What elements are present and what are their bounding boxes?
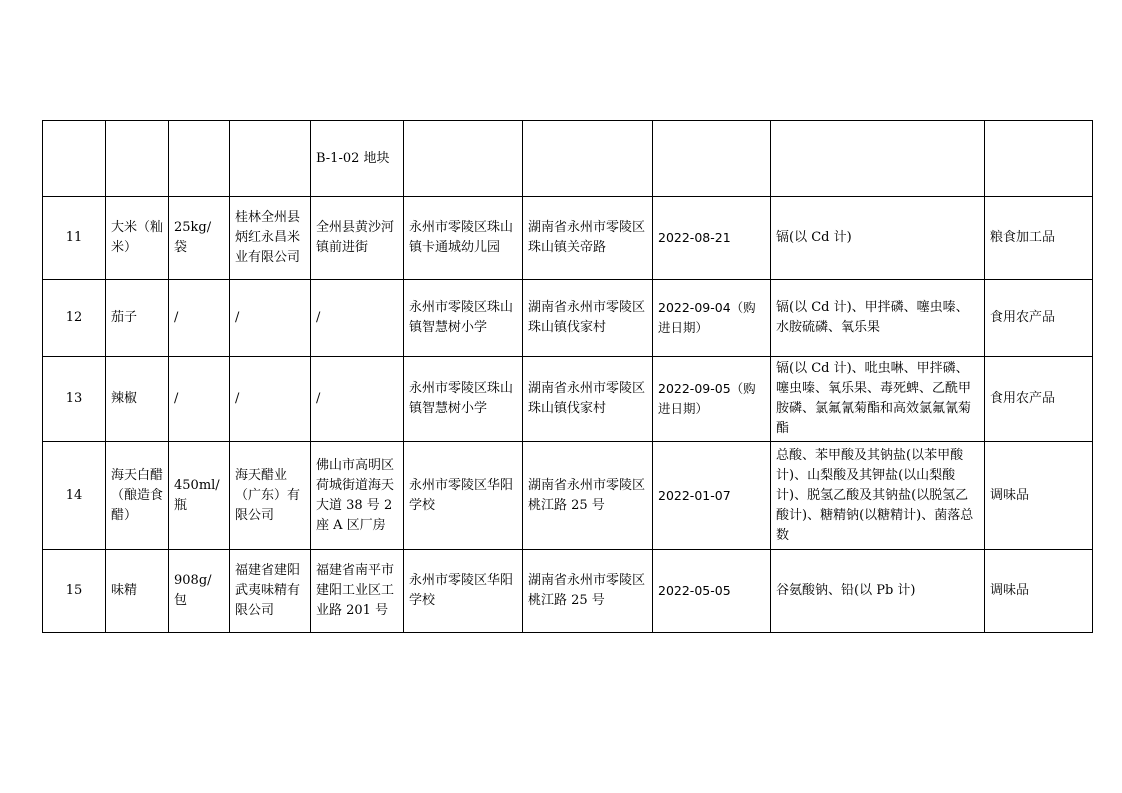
cell-test-items (771, 121, 985, 197)
cell-producer-address: 福建省南平市建阳工业区工业路 201 号 (311, 550, 404, 633)
cell-category: 食用农产品 (985, 357, 1093, 442)
cell-test-items: 镉(以 Cd 计) (771, 197, 985, 280)
cell-sampled-unit: 永州市零陵区珠山镇智慧树小学 (404, 357, 523, 442)
cell-sampled-unit: 永州市零陵区华阳学校 (404, 550, 523, 633)
cell-sampled-address: 湖南省永州市零陵区珠山镇关帝路 (523, 197, 653, 280)
cell-sampled-unit: 永州市零陵区华阳学校 (404, 442, 523, 550)
cell-spec: / (169, 357, 230, 442)
cell-producer-address: 佛山市高明区荷城街道海天大道 38 号 2 座 A 区厂房 (311, 442, 404, 550)
cell-sampled-address: 湖南省永州市零陵区桃江路 25 号 (523, 442, 653, 550)
cell-producer: 桂林全州县炳红永昌米业有限公司 (230, 197, 311, 280)
cell-spec (169, 121, 230, 197)
table-row (43, 357, 1093, 442)
cell-no: 11 (43, 197, 106, 280)
table-row (43, 442, 1093, 550)
cell-category: 调味品 (985, 442, 1093, 550)
cell-producer: 福建省建阳武夷味精有限公司 (230, 550, 311, 633)
cell-no: 15 (43, 550, 106, 633)
cell-producer-address: / (311, 280, 404, 357)
table-row (43, 550, 1093, 633)
cell-producer: / (230, 280, 311, 357)
cell-spec: 450ml/瓶 (169, 442, 230, 550)
cell-producer (230, 121, 311, 197)
table-row (43, 280, 1093, 357)
table-row (43, 121, 1093, 197)
cell-category: 调味品 (985, 550, 1093, 633)
cell-sampled-unit: 永州市零陵区珠山镇智慧树小学 (404, 280, 523, 357)
cell-test-items: 镉(以 Cd 计)、甲拌磷、噻虫嗪、水胺硫磷、氧乐果 (771, 280, 985, 357)
cell-no: 12 (43, 280, 106, 357)
cell-date: 2022-01-07 (653, 442, 771, 550)
cell-date: 2022-09-04（购进日期） (653, 280, 771, 357)
cell-no: 14 (43, 442, 106, 550)
cell-producer-address: / (311, 357, 404, 442)
cell-producer-address: 全州县黄沙河镇前进街 (311, 197, 404, 280)
cell-sampled-unit: 永州市零陵区珠山镇卡通城幼儿园 (404, 197, 523, 280)
cell-test-items: 镉(以 Cd 计)、吡虫啉、甲拌磷、噻虫嗪、氧乐果、毒死蜱、乙酰甲胺磷、氯氟氰菊酯和高效氯氟氰菊酯 (771, 357, 985, 442)
cell-test-items: 谷氨酸钠、铅(以 Pb 计) (771, 550, 985, 633)
cell-spec: 25kg/袋 (169, 197, 230, 280)
cell-spec: 908g/包 (169, 550, 230, 633)
sampling-results-table (42, 120, 1093, 633)
cell-category: 食用农产品 (985, 280, 1093, 357)
cell-category (985, 121, 1093, 197)
cell-sampled-address: 湖南省永州市零陵区桃江路 25 号 (523, 550, 653, 633)
cell-producer: 海天醋业（广东）有限公司 (230, 442, 311, 550)
cell-name (106, 121, 169, 197)
cell-sampled-address (523, 121, 653, 197)
cell-date: 2022-08-21 (653, 197, 771, 280)
table-row (43, 197, 1093, 280)
cell-sampled-address: 湖南省永州市零陵区珠山镇伐家村 (523, 357, 653, 442)
cell-spec: / (169, 280, 230, 357)
cell-category: 粮食加工品 (985, 197, 1093, 280)
cell-date: 2022-05-05 (653, 550, 771, 633)
cell-name: 大米（籼米） (106, 197, 169, 280)
cell-producer: / (230, 357, 311, 442)
cell-sampled-address: 湖南省永州市零陵区珠山镇伐家村 (523, 280, 653, 357)
cell-producer-address: B-1-02 地块 (311, 121, 404, 197)
cell-date (653, 121, 771, 197)
cell-no: 13 (43, 357, 106, 442)
cell-name: 辣椒 (106, 357, 169, 442)
cell-test-items: 总酸、苯甲酸及其钠盐(以苯甲酸计)、山梨酸及其钾盐(以山梨酸计)、脱氢乙酸及其钠盐(以脱氢乙酸计)、糖精钠(以糖精计)、菌落总数 (771, 442, 985, 550)
cell-no (43, 121, 106, 197)
cell-name: 茄子 (106, 280, 169, 357)
cell-name: 味精 (106, 550, 169, 633)
cell-sampled-unit (404, 121, 523, 197)
cell-date: 2022-09-05（购进日期） (653, 357, 771, 442)
cell-name: 海天白醋（酿造食醋） (106, 442, 169, 550)
